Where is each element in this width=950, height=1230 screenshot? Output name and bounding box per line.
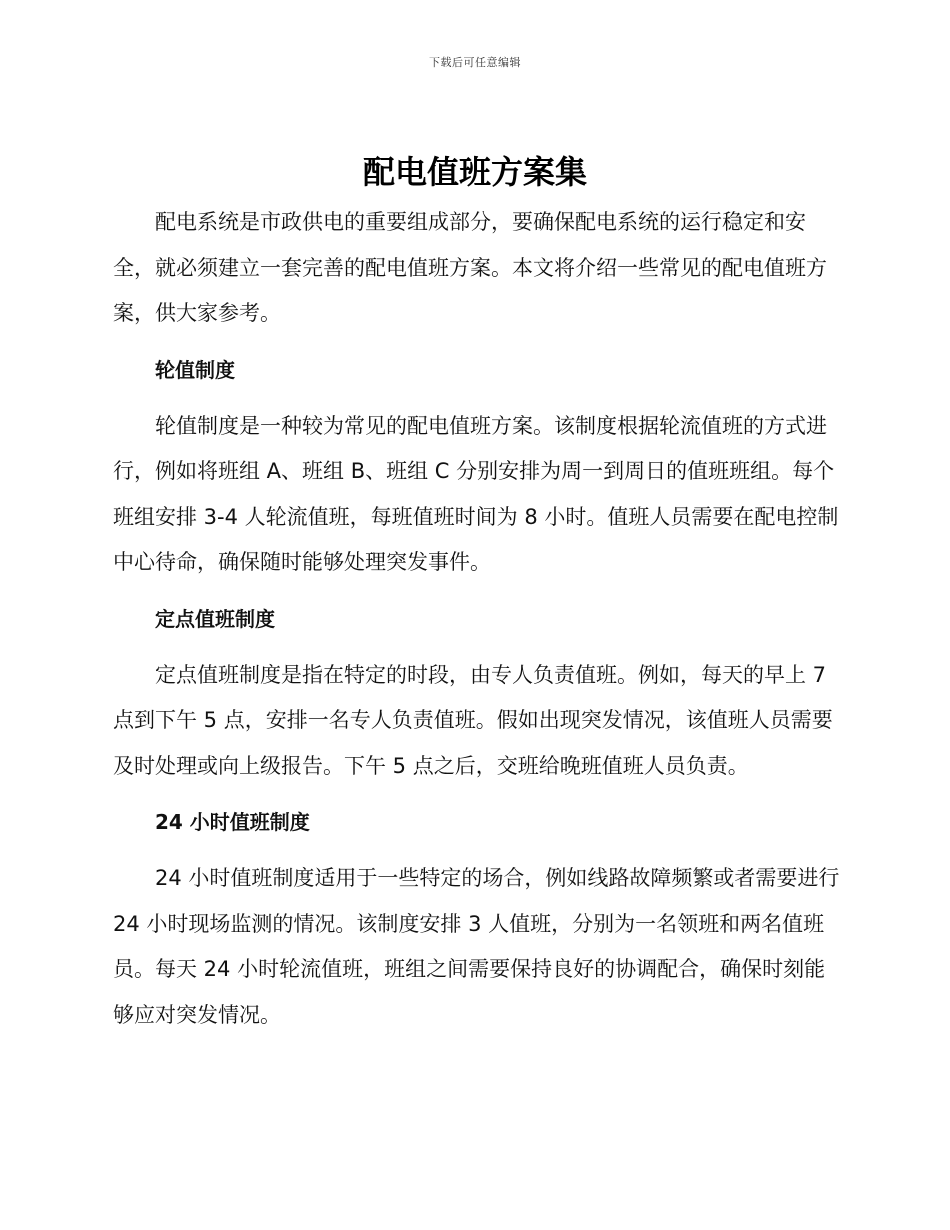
section-heading: 轮值制度 [155, 357, 235, 382]
document-body [113, 200, 843, 1038]
section-heading: 定点值班制度 [155, 606, 275, 631]
intro-paragraph: 配电系统是市政供电的重要组成部分，要确保配电系统的运行稳定和安全，就必须建立一套完善的配电值班方案。本文将介绍一些常见的配电值班方案，供大家参考。 [113, 210, 827, 325]
section-paragraph: 24 小时值班制度适用于一些特定的场合，例如线路故障频繁或者需要进行 24 小时现场监测的情况。该制度安排 3 人值班，分别为一名领班和两名值班员。每天 24 小时轮流值班，班组之间需要保持良好的协调配合，确保时刻能够应对突发情况。 [113, 866, 840, 1027]
section-paragraph: 定点值班制度是指在特定的时段，由专人负责值班。例如，每天的早上 7 点到下午 5 点，安排一名专人负责值班。假如出现突发情况，该值班人员需要及时处理或向上级报告。下午 5 点之后，交班给晚班值班人员负责。 [113, 662, 833, 778]
section-paragraph: 轮值制度是一种较为常见的配电值班方案。该制度根据轮流值班的方式进行，例如将班组 A、班组 B、班组 C 分别安排为周一到周日的值班班组。每个班组安排 3-4 人轮流值班，每班值班时间为 8 小时。值班人员需要在配电控制中心待命，确保随时能够处理突发事件。 [113, 413, 839, 574]
section-fixed-duty [113, 597, 843, 790]
section-24h-duty [113, 800, 843, 1038]
header-note: 下载后可任意编辑 [429, 56, 521, 69]
section-rotation [113, 348, 843, 586]
section-heading: 24 小时值班制度 [155, 810, 310, 834]
document-title: 配电值班方案集 [362, 153, 587, 191]
